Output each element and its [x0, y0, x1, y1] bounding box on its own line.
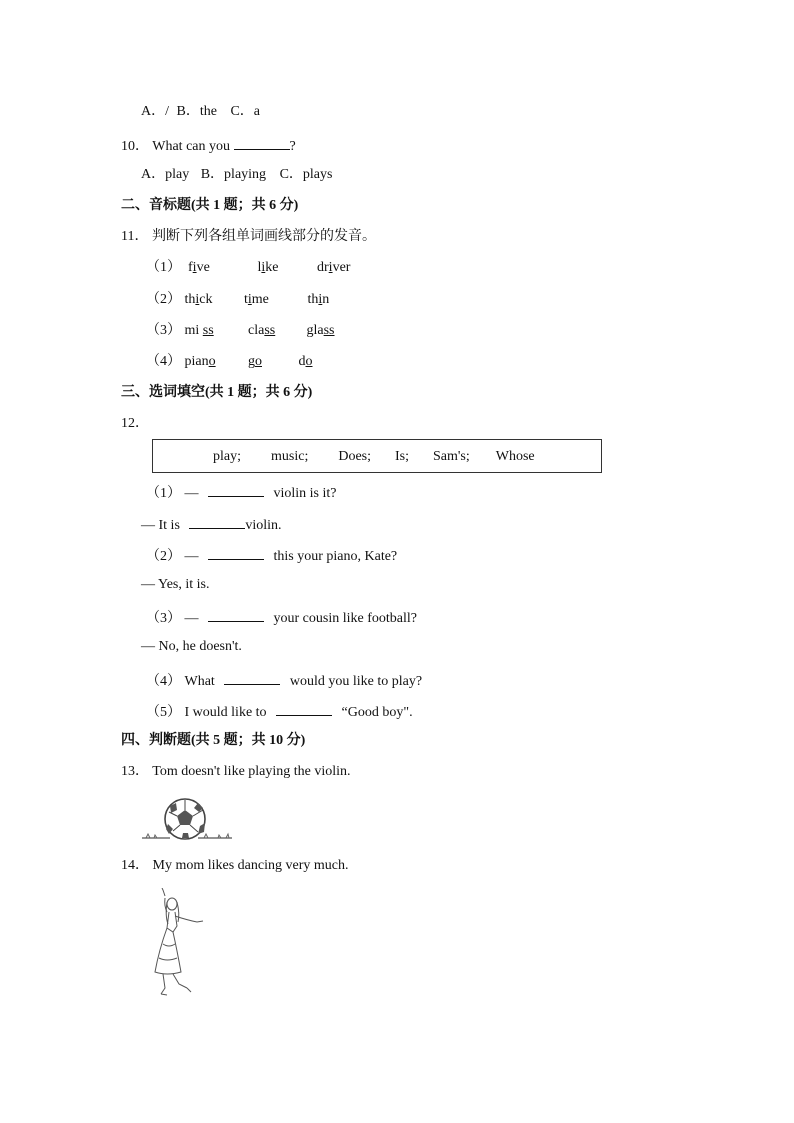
q11-group-label: （2）	[146, 292, 181, 307]
word-bank-item: play;	[213, 449, 241, 464]
q12-item-2	[146, 545, 397, 566]
q12-blank-3[interactable]	[208, 607, 264, 622]
q12-item-label: （1）	[146, 486, 181, 501]
q9-option-b: B．the	[176, 104, 217, 119]
q12-blank-1[interactable]	[208, 482, 264, 497]
q11-word: mi ss	[184, 323, 214, 338]
q12-blank-2[interactable]	[208, 545, 264, 560]
q12-item-text-after: your cousin like football?	[273, 611, 417, 626]
word-bank-item: Does;	[338, 449, 372, 464]
q9-option-c: C．a	[230, 104, 261, 119]
q13-text: Tom doesn't like playing the violin.	[152, 764, 351, 779]
dancing-woman-illustration-icon	[145, 888, 207, 998]
q13-number: 13．	[121, 764, 149, 779]
q12-item-label: （4）	[146, 674, 181, 689]
q11-word: like	[257, 260, 279, 275]
q11-word: piano	[184, 354, 216, 369]
q12-item-4	[146, 670, 422, 691]
q11-group-1	[146, 259, 350, 277]
q10-text-after: ?	[289, 139, 296, 154]
q14-number: 14．	[121, 858, 149, 873]
word-bank	[213, 449, 535, 465]
q9-option-a: A．/	[141, 104, 169, 119]
q10-text-before: What can you	[152, 139, 230, 154]
section3-title: 三、选词填空(共 1 题；共 6 分)	[121, 385, 313, 400]
word-bank-item: Whose	[495, 449, 535, 464]
q14-text: My mom likes dancing very much.	[152, 858, 349, 873]
q14-stem	[121, 857, 348, 875]
q12-item-text-after: violin.	[245, 518, 282, 533]
q12-item-1	[146, 482, 337, 503]
q12-item-text-after: violin is it?	[273, 486, 337, 501]
q10-option-c: C．plays	[279, 167, 333, 182]
q13-stem	[121, 763, 351, 781]
q11-word: thin	[307, 292, 330, 307]
q11-instruction	[121, 228, 376, 246]
q11-group-label: （3）	[146, 323, 181, 338]
q11-word: class	[248, 323, 276, 338]
q11-number: 11．	[121, 229, 149, 244]
q12-item-text-before: — It is	[141, 518, 180, 533]
section2-title: 二、音标题(共 1 题；共 6 分)	[121, 198, 299, 213]
q11-word: go	[248, 354, 262, 369]
word-bank-item: Is;	[395, 449, 410, 464]
q12-item-5	[146, 701, 413, 722]
q12-item-text-before: —	[184, 611, 199, 626]
q11-group-3	[146, 322, 335, 340]
q10-stem	[121, 135, 296, 156]
q10-options	[141, 166, 332, 184]
q11-word: do	[298, 354, 313, 369]
q9-options	[141, 103, 260, 121]
q11-group-4	[146, 353, 313, 371]
q12-item-label: （3）	[146, 611, 181, 626]
word-bank-box	[152, 439, 602, 473]
q12-item-label: （5）	[146, 705, 181, 720]
q12-item-text-after: “Good boy".	[341, 705, 413, 720]
q11-word: five	[188, 260, 210, 275]
q12-blank-1b[interactable]	[189, 514, 245, 529]
q10-option-b: B．playing	[200, 167, 267, 182]
q12-item-3-answer: — No, he doesn't.	[141, 639, 242, 654]
section4-title: 四、判断题(共 5 题；共 10 分)	[121, 733, 306, 748]
q11-group-2	[146, 291, 329, 309]
word-bank-item: Sam's;	[433, 449, 470, 464]
q11-group-label: （4）	[146, 354, 181, 369]
q11-word: thick	[184, 292, 213, 307]
q12-item-text-after: this your piano, Kate?	[273, 549, 398, 564]
q11-word: driver	[317, 260, 351, 275]
q10-option-a: A．play	[141, 167, 190, 182]
q12-item-text-before: I would like to	[184, 705, 267, 720]
football-illustration-icon	[140, 796, 234, 842]
q12-number: 12．	[121, 416, 149, 431]
word-bank-item: music;	[271, 449, 309, 464]
q12-item-text-before: What	[184, 674, 215, 689]
q10-blank[interactable]	[234, 135, 290, 150]
q12-item-label: （2）	[146, 549, 181, 564]
q12-blank-4[interactable]	[224, 670, 280, 685]
q12-item-text-before: —	[184, 486, 199, 501]
q12-blank-5[interactable]	[276, 701, 332, 716]
q11-text: 判断下列各组单词画线部分的发音。	[151, 229, 376, 244]
q12-item-1-answer	[141, 514, 282, 535]
q10-number: 10．	[121, 139, 149, 154]
q12-item-text-after: would you like to play?	[289, 674, 423, 689]
q12-item-3	[146, 607, 417, 628]
q12-item-2-answer: — Yes, it is.	[141, 577, 210, 592]
q12-item-text-before: —	[184, 549, 199, 564]
q11-word: glass	[306, 323, 335, 338]
q11-group-label: （1）	[146, 260, 181, 275]
q11-word: time	[244, 292, 269, 307]
